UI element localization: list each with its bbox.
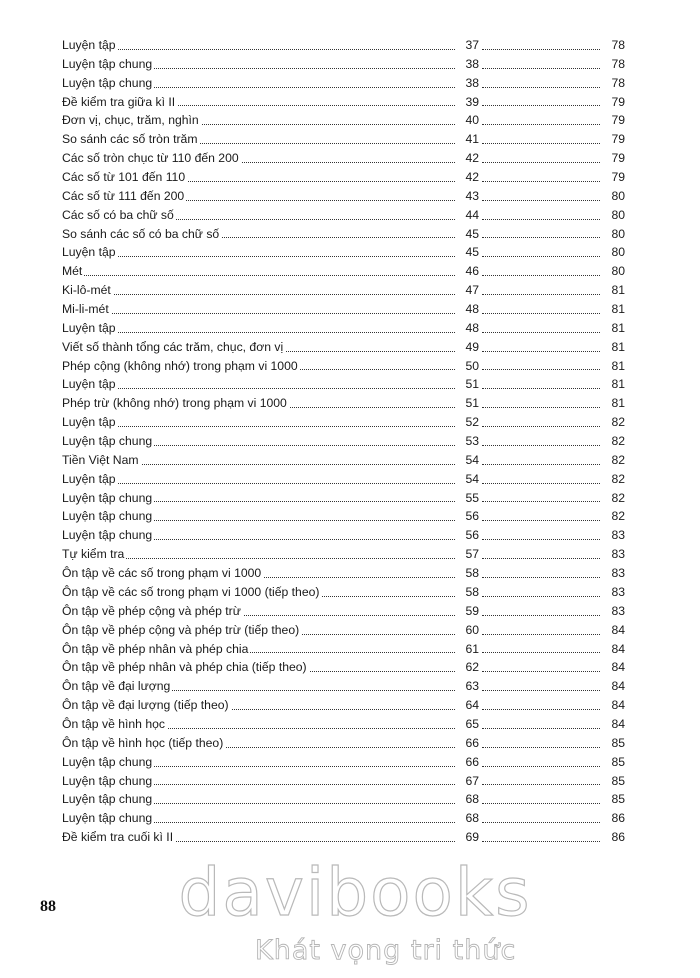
toc-row: [62, 583, 625, 602]
dot-leader: [482, 206, 600, 225]
toc-page-answer: 85: [611, 792, 625, 807]
toc-page-exercise: 65: [465, 716, 479, 731]
toc-page-exercise: 42: [465, 170, 479, 185]
toc-page-exercise: 48: [465, 320, 479, 335]
dot-leader: [482, 715, 600, 734]
dot-leader: [482, 74, 600, 93]
toc-page-exercise: 43: [465, 188, 479, 203]
toc-title-cell: [62, 809, 455, 828]
toc-page-answer: 79: [611, 94, 625, 109]
dot-leader: [482, 772, 600, 791]
toc-page-answer: 83: [611, 528, 625, 543]
toc-page-answer: 81: [611, 377, 625, 392]
toc-page-exercise: 47: [465, 283, 479, 298]
toc-page-exercise: 69: [465, 830, 479, 845]
toc-page-answer: 84: [611, 698, 625, 713]
toc-title-cell: [62, 602, 455, 621]
toc-title: Ôn tập về hình học (tiếp theo): [62, 735, 224, 750]
toc-row: [62, 753, 625, 772]
toc-row: [62, 375, 625, 394]
toc-row: [62, 130, 625, 149]
toc-page-exercise: 58: [465, 566, 479, 581]
toc-title: Các số tròn chục từ 110 đến 200: [62, 151, 239, 166]
toc-page-exercise: 45: [465, 245, 479, 260]
dot-leader: [482, 583, 600, 602]
toc-title: Ôn tập về đại lượng: [62, 679, 171, 694]
toc-page-exercise: 68: [465, 792, 479, 807]
toc-page-exercise: 53: [465, 434, 479, 449]
dot-leader: [482, 451, 600, 470]
toc-title-cell: [62, 753, 455, 772]
toc-row: [62, 262, 625, 281]
toc-title-cell: [62, 470, 455, 489]
toc-page-answer: 85: [611, 754, 625, 769]
toc-row: [62, 93, 625, 112]
toc-title-cell: [62, 357, 455, 376]
toc-page-exercise: 58: [465, 584, 479, 599]
toc-title: Luyện tập chung: [62, 490, 153, 505]
toc-page-answer: 83: [611, 584, 625, 599]
dot-leader: [482, 809, 600, 828]
toc-page-answer: 80: [611, 264, 625, 279]
toc-page-answer: 82: [611, 452, 625, 467]
toc-row: [62, 734, 625, 753]
toc-title-cell: [62, 338, 455, 357]
toc-row: [62, 281, 625, 300]
dot-leader: [482, 677, 600, 696]
dot-leader: [482, 696, 600, 715]
toc-title-cell: [62, 206, 455, 225]
toc-row: [62, 809, 625, 828]
toc-row: [62, 640, 625, 659]
toc-page-exercise: 50: [465, 358, 479, 373]
toc-title-cell: [62, 451, 455, 470]
toc-title-cell: [62, 526, 455, 545]
toc-page-answer: 84: [611, 641, 625, 656]
toc-page-answer: 80: [611, 207, 625, 222]
toc-page-answer: 80: [611, 226, 625, 241]
toc-title: Đơn vị, chục, trăm, nghìn: [62, 113, 199, 128]
toc-title-cell: [62, 149, 455, 168]
toc-page-answer: 84: [611, 660, 625, 675]
toc-title-cell: [62, 130, 455, 149]
dot-leader: [482, 621, 600, 640]
toc-page-exercise: 51: [465, 396, 479, 411]
toc-title: Mi-li-mét: [62, 302, 109, 317]
toc-title: Ôn tập về phép nhân và phép chia: [62, 641, 249, 656]
dot-leader: [482, 734, 600, 753]
toc-title-cell: [62, 243, 455, 262]
toc-title: Tự kiểm tra: [62, 547, 125, 562]
toc-title-cell: [62, 658, 455, 677]
toc-page-exercise: 44: [465, 207, 479, 222]
toc-page-answer: 81: [611, 302, 625, 317]
toc-row: [62, 413, 625, 432]
dot-leader: [482, 149, 600, 168]
toc-page-exercise: 60: [465, 622, 479, 637]
dot-leader: [482, 564, 600, 583]
dot-leader: [482, 338, 600, 357]
toc-title-cell: [62, 168, 455, 187]
toc-title-cell: [62, 772, 455, 791]
dot-leader: [482, 36, 600, 55]
toc-title-cell: [62, 413, 455, 432]
toc-page-exercise: 57: [465, 547, 479, 562]
dot-leader: [482, 243, 600, 262]
toc-page-answer: 85: [611, 773, 625, 788]
toc-page-exercise: 59: [465, 603, 479, 618]
toc-page-exercise: 37: [465, 38, 479, 52]
toc-title-cell: [62, 583, 455, 602]
toc-page-answer: 78: [611, 38, 625, 52]
dot-leader: [482, 111, 600, 130]
toc-title-cell: [62, 111, 455, 130]
toc-title-cell: [62, 677, 455, 696]
toc-page-exercise: 41: [465, 132, 479, 147]
toc-title-cell: [62, 74, 455, 93]
toc-title: Đề kiểm tra giữa kì II: [62, 94, 176, 109]
toc-title: Đề kiểm tra cuối kì II: [62, 830, 174, 845]
page-number: 88: [40, 898, 56, 915]
dot-leader: [482, 93, 600, 112]
toc-page-answer: 79: [611, 113, 625, 128]
toc-title: Luyện tập: [62, 320, 116, 335]
toc-row: [62, 243, 625, 262]
toc-page-answer: 78: [611, 75, 625, 90]
dot-leader: [482, 526, 600, 545]
dot-leader: [482, 489, 600, 508]
toc-row: [62, 507, 625, 526]
toc-title: Ôn tập về các số trong phạm vi 1000 (tiếp theo): [62, 584, 320, 599]
toc-title: Phép trừ (không nhớ) trong phạm vi 1000: [62, 396, 287, 411]
dot-leader: [482, 470, 600, 489]
dot-leader: [482, 375, 600, 394]
toc-page-answer: 78: [611, 56, 625, 71]
toc-page-exercise: 39: [465, 94, 479, 109]
dot-leader: [482, 262, 600, 281]
toc-row: [62, 489, 625, 508]
toc-row: [62, 696, 625, 715]
toc-row: [62, 564, 625, 583]
toc-page-exercise: 66: [465, 735, 479, 750]
toc-page-answer: 81: [611, 396, 625, 411]
slogan-watermark: Khát vọng tri thức: [255, 935, 517, 966]
toc-title: Ôn tập về hình học: [62, 716, 165, 731]
toc-title-cell: [62, 696, 455, 715]
toc-page-exercise: 61: [465, 641, 479, 656]
toc-page-exercise: 56: [465, 528, 479, 543]
toc-page-exercise: 45: [465, 226, 479, 241]
toc-page-exercise: 42: [465, 151, 479, 166]
toc-row: [62, 338, 625, 357]
toc-row: [62, 715, 625, 734]
toc-page-answer: 79: [611, 151, 625, 166]
toc-row: [62, 828, 625, 847]
toc-page-answer: 86: [611, 811, 625, 826]
toc-title-cell: [62, 507, 455, 526]
dot-leader: [482, 281, 600, 300]
toc-row: [62, 677, 625, 696]
toc-title: So sánh các số có ba chữ số: [62, 226, 220, 241]
toc-title-cell: [62, 281, 455, 300]
toc-title-cell: [62, 55, 455, 74]
dot-leader: [482, 658, 600, 677]
toc-row: [62, 602, 625, 621]
dot-leader: [482, 168, 600, 187]
toc-page-answer: 81: [611, 358, 625, 373]
toc-page-answer: 84: [611, 622, 625, 637]
toc-page-answer: 83: [611, 603, 625, 618]
toc-title: Ôn tập về các số trong phạm vi 1000: [62, 566, 262, 581]
toc-page-exercise: 46: [465, 264, 479, 279]
toc-title: Luyện tập: [62, 38, 116, 52]
toc-page-answer: 84: [611, 716, 625, 731]
toc-page-answer: 80: [611, 188, 625, 203]
toc-page-answer: 81: [611, 339, 625, 354]
toc-title-cell: [62, 640, 455, 659]
toc-title-cell: [62, 489, 455, 508]
toc-page-answer: 84: [611, 679, 625, 694]
dot-leader: [482, 55, 600, 74]
toc-page-answer: 82: [611, 509, 625, 524]
toc-row: [62, 772, 625, 791]
toc-row: [62, 394, 625, 413]
dot-leader: [482, 545, 600, 564]
dot-leader: [482, 357, 600, 376]
toc-title: Luyện tập: [62, 415, 116, 430]
dot-leader: [482, 225, 600, 244]
toc-title-cell: [62, 375, 455, 394]
toc-title: Viết số thành tổng các trăm, chục, đơn vị: [62, 339, 284, 354]
dot-leader: [482, 753, 600, 772]
toc-row: [62, 545, 625, 564]
dot-leader: [482, 413, 600, 432]
toc-page-exercise: 67: [465, 773, 479, 788]
dot-leader: [482, 130, 600, 149]
toc-row: [62, 187, 625, 206]
toc-title: Luyện tập chung: [62, 773, 153, 788]
toc-title-cell: [62, 734, 455, 753]
toc-page-exercise: 38: [465, 75, 479, 90]
toc-page-answer: 81: [611, 283, 625, 298]
toc-title-cell: [62, 319, 455, 338]
toc-title: Ôn tập về phép nhân và phép chia (tiếp theo): [62, 660, 307, 675]
toc-title-cell: [62, 545, 455, 564]
toc-row: [62, 300, 625, 319]
toc-title-cell: [62, 715, 455, 734]
toc-title-cell: [62, 394, 455, 413]
toc-title: Luyện tập: [62, 245, 116, 260]
toc-title: Luyện tập chung: [62, 754, 153, 769]
toc-page-answer: 79: [611, 170, 625, 185]
toc-title-cell: [62, 93, 455, 112]
toc-page-exercise: 49: [465, 339, 479, 354]
toc-page-exercise: 55: [465, 490, 479, 505]
toc-page-answer: 82: [611, 434, 625, 449]
toc-page-exercise: 62: [465, 660, 479, 675]
toc-title-cell: [62, 187, 455, 206]
dot-leader: [482, 300, 600, 319]
toc-title: Luyện tập chung: [62, 434, 153, 449]
table-of-contents: [62, 36, 625, 847]
dot-leader: [482, 828, 600, 847]
toc-title: Luyện tập: [62, 471, 116, 486]
toc-page-answer: 79: [611, 132, 625, 147]
toc-title: Luyện tập chung: [62, 509, 153, 524]
toc-title: Ôn tập về phép cộng và phép trừ: [62, 603, 241, 618]
toc-title-cell: [62, 621, 455, 640]
toc-row: [62, 55, 625, 74]
toc-title-cell: [62, 828, 455, 847]
toc-page-answer: 85: [611, 735, 625, 750]
toc-title-cell: [62, 225, 455, 244]
toc-title: Ôn tập về đại lượng (tiếp theo): [62, 698, 229, 713]
toc-title: Phép cộng (không nhớ) trong phạm vi 1000: [62, 358, 298, 373]
toc-page-answer: 80: [611, 245, 625, 260]
dot-leader: [482, 790, 600, 809]
toc-row: [62, 225, 625, 244]
toc-page-answer: 82: [611, 471, 625, 486]
toc-title-cell: [62, 262, 455, 281]
toc-title: So sánh các số tròn trăm: [62, 132, 198, 147]
toc-page-exercise: 63: [465, 679, 479, 694]
toc-row: [62, 451, 625, 470]
toc-page-exercise: 56: [465, 509, 479, 524]
toc-title: Các số từ 111 đến 200: [62, 188, 185, 203]
toc-title-cell: [62, 432, 455, 451]
toc-row: [62, 357, 625, 376]
toc-title: Các số từ 101 đến 110: [62, 170, 186, 185]
dot-leader: [482, 507, 600, 526]
toc-title: Luyện tập chung: [62, 811, 153, 826]
toc-title: Luyện tập chung: [62, 528, 153, 543]
toc-page-exercise: 51: [465, 377, 479, 392]
toc-title-cell: [62, 36, 455, 55]
dot-leader: [482, 432, 600, 451]
toc-row: [62, 36, 625, 55]
toc-title: Luyện tập chung: [62, 792, 153, 807]
toc-title: Tiền Việt Nam: [62, 452, 139, 467]
toc-title-cell: [62, 564, 455, 583]
toc-title-cell: [62, 790, 455, 809]
toc-title: Luyện tập chung: [62, 56, 153, 71]
toc-title: Luyện tập chung: [62, 75, 153, 90]
toc-row: [62, 319, 625, 338]
toc-page-answer: 83: [611, 566, 625, 581]
toc-page-exercise: 40: [465, 113, 479, 128]
brand-watermark: davibooks: [178, 854, 532, 931]
toc-page-answer: 86: [611, 830, 625, 845]
toc-page-answer: 82: [611, 490, 625, 505]
toc-page-exercise: 66: [465, 754, 479, 769]
toc-row: [62, 168, 625, 187]
toc-title: Ôn tập về phép cộng và phép trừ (tiếp theo): [62, 622, 300, 637]
toc-row: [62, 526, 625, 545]
dot-leader: [482, 187, 600, 206]
toc-page-exercise: 64: [465, 698, 479, 713]
toc-row: [62, 621, 625, 640]
toc-page-exercise: 48: [465, 302, 479, 317]
toc-page-exercise: 54: [465, 452, 479, 467]
toc-row: [62, 470, 625, 489]
toc-page-answer: 81: [611, 320, 625, 335]
toc-row: [62, 658, 625, 677]
dot-leader: [482, 602, 600, 621]
toc-row: [62, 111, 625, 130]
toc-row: [62, 790, 625, 809]
dot-leader: [482, 394, 600, 413]
toc-page-exercise: 68: [465, 811, 479, 826]
toc-row: [62, 74, 625, 93]
toc-page-exercise: 54: [465, 471, 479, 486]
dot-leader: [482, 640, 600, 659]
toc-page-answer: 83: [611, 547, 625, 562]
toc-row: [62, 432, 625, 451]
toc-page-exercise: 52: [465, 415, 479, 430]
toc-title: Các số có ba chữ số: [62, 207, 174, 222]
toc-row: [62, 149, 625, 168]
toc-row: [62, 206, 625, 225]
toc-title-cell: [62, 300, 455, 319]
toc-title: Mét: [62, 264, 83, 279]
toc-title: Ki-lô-mét: [62, 283, 111, 298]
toc-title: Luyện tập: [62, 377, 116, 392]
toc-page-exercise: 38: [465, 56, 479, 71]
toc-page-answer: 82: [611, 415, 625, 430]
dot-leader: [482, 319, 600, 338]
